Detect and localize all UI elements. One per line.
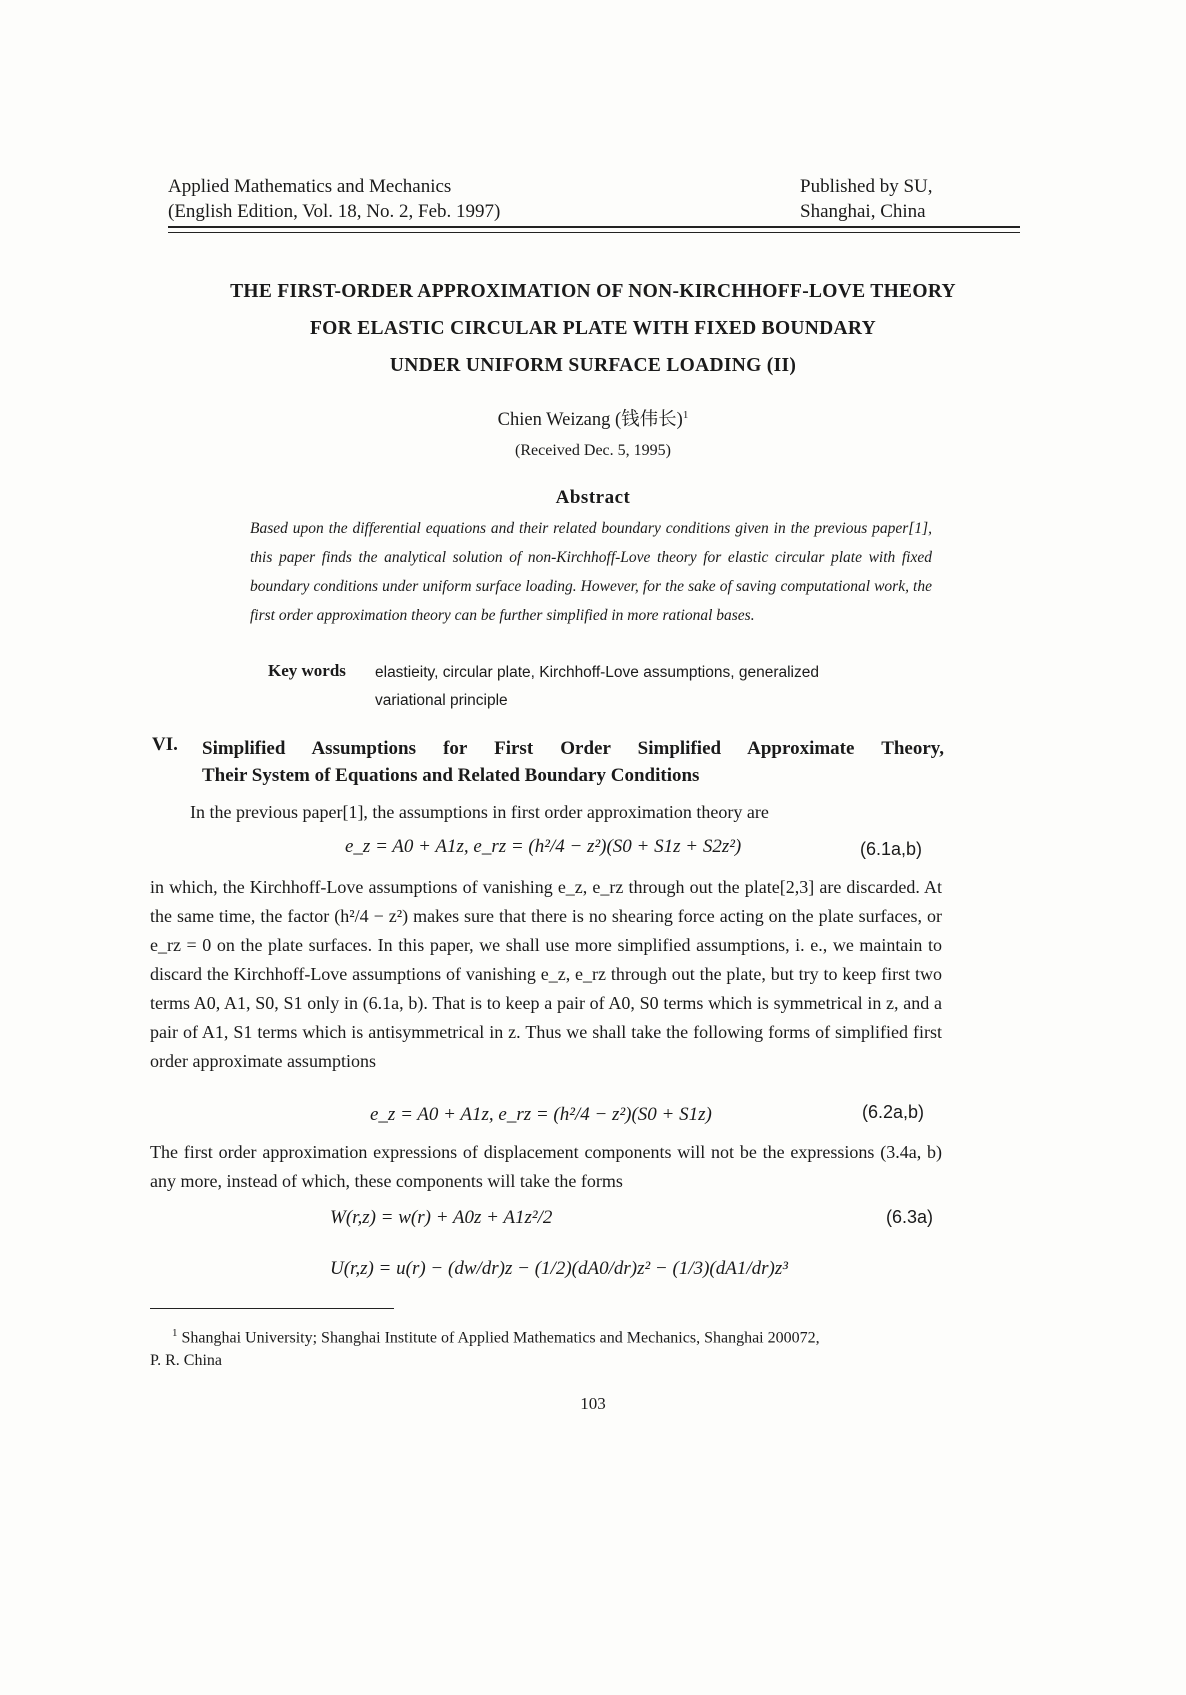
- header-rule-thick: [168, 226, 1020, 228]
- equation-6-2-number: (6.2a,b): [862, 1102, 925, 1122]
- journal-line-2: (English Edition, Vol. 18, No. 2, Feb. 1997): [168, 201, 501, 222]
- keywords-label: Key words: [268, 661, 346, 680]
- footnote: [172, 1319, 962, 1352]
- abstract-heading: Abstract: [555, 487, 631, 508]
- equation-6-1-number: (6.1a,b): [860, 839, 923, 859]
- paper-title-line-1: THE FIRST-ORDER APPROXIMATION OF NON-KIRCHHOFF-LOVE THEORY: [230, 281, 956, 302]
- equation-6-3a-number: (6.3a): [886, 1207, 934, 1227]
- abstract-text: Based upon the differential equations and their related boundary conditions given in the previous paper[1], this paper finds the analytical solution of non-Kirchhoff-Love theory for elastic circular plate with fixed boundary conditions under uniform surface loading. However, for the sake of saving computational work, the first order approximation theory can be further simplified in more rational bases.: [250, 520, 932, 624]
- keywords-text: elastieity, circular plate, Kirchhoff-Love assumptions, generalized variational principle: [375, 664, 819, 709]
- paragraph-3: The first order approximation expressions of displacement components will not be the expressions (3.4a, b) any more, instead of which, these components will take the forms: [150, 1142, 942, 1191]
- footnote-mark: 1: [172, 1327, 178, 1339]
- paragraph-2: in which, the Kirchhoff-Love assumptions of vanishing e_z, e_rz through out the plate[2,3] are discarded. At the same time, the factor (h²/4 − z²) makes sure that there is no shearing force acting on the plate surfaces, or e_rz = 0 on the plate surfaces. In this paper, we shall use more simplified assumptions, i. e., we maintain to discard the Kirchhoff-Love assumptions of vanishing e_z, e_rz through out the plate, but try to keep first two terms A0, A1, S0, S1 only in (6.1a, b). That is to keep a pair of A0, S0 terms which is symmetrical in z, and a pair of A1, S1 terms which is antisymmetrical in z. Thus we shall take the following forms of simplified first order approximate assumptions: [150, 877, 942, 1071]
- footnote-rule: [150, 1308, 394, 1309]
- page-number: 103: [580, 1394, 606, 1413]
- journal-line-1: Applied Mathematics and Mechanics: [168, 176, 452, 197]
- equation-6-2: e_z = A0 + A1z, e_rz = (h²/4 − z²)(S0 + S1z): [370, 1104, 712, 1125]
- footnote-line-2: P. R. China: [150, 1352, 223, 1369]
- author-footnote-mark: 1: [682, 408, 689, 421]
- footnote-line-1: Shanghai University; Shanghai Institute of Applied Mathematics and Mechanics, Shanghai 200072,: [181, 1329, 820, 1347]
- publisher: [800, 174, 933, 224]
- paragraph-1: In the previous paper[1], the assumptions in first order approximation theory are: [190, 802, 769, 822]
- section-title-line-1: Simplified Assumptions for First Order Simplified Approximate Theory,: [202, 738, 944, 759]
- author: [0, 405, 1186, 431]
- publisher-line-1: Published by SU,: [800, 176, 933, 197]
- header-rule-thin: [168, 232, 1020, 233]
- equation-6-1: e_z = A0 + A1z, e_rz = (h²/4 − z²)(S0 + S1z + S2z²): [345, 836, 742, 857]
- publisher-line-2: Shanghai, China: [800, 201, 926, 222]
- author-name: Chien Weizang (钱伟长): [497, 410, 683, 430]
- received-date: (Received Dec. 5, 1995): [515, 442, 671, 459]
- equation-6-3b: U(r,z) = u(r) − (dw/dr)z − (1/2)(dA0/dr)z² − (1/3)(dA1/dr)z³: [330, 1258, 788, 1279]
- section-title-line-2: Their System of Equations and Related Boundary Conditions: [202, 765, 700, 786]
- paper-title-line-2: FOR ELASTIC CIRCULAR PLATE WITH FIXED BOUNDARY: [309, 318, 877, 339]
- section-number: VI.: [152, 734, 178, 755]
- paper-title-line-3: UNDER UNIFORM SURFACE LOADING (II): [389, 355, 797, 376]
- equation-6-3a: W(r,z) = w(r) + A0z + A1z²/2: [330, 1207, 553, 1228]
- journal-name: [168, 174, 500, 224]
